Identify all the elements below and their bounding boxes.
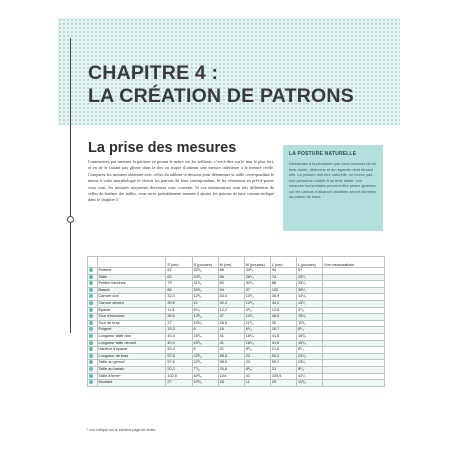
row-marker-cell: [88, 314, 98, 321]
measurement-value-cell: 37: [218, 314, 244, 321]
measurement-value-cell: 41: [218, 333, 244, 340]
table-row: [88, 347, 385, 354]
measurement-name-cell: Taille à terre*: [97, 373, 166, 380]
table-row: [88, 340, 385, 347]
measurement-value-cell: 82: [166, 268, 192, 275]
bullet-dot-icon: [89, 301, 93, 305]
your-measurement-cell[interactable]: [323, 300, 385, 307]
measurement-value-cell: 58,5: [218, 360, 244, 367]
measurement-value-cell: 104: [218, 373, 244, 380]
measurement-value-cell: 23: [244, 353, 270, 360]
measurement-value-cell: 74: [270, 274, 296, 281]
measurement-value-cell: 16³/₈: [297, 340, 323, 347]
table-header-cell: L (cm): [270, 257, 296, 268]
measurement-value-cell: 31¹/₄: [192, 281, 218, 288]
table-header-cell: M (cm): [218, 257, 244, 268]
chapter-title-line2: LA CRÉATION DE PATRONS: [88, 85, 354, 107]
measurement-value-cell: 12,2: [218, 307, 244, 314]
your-measurement-cell[interactable]: [323, 320, 385, 327]
bullet-dot-icon: [89, 354, 93, 358]
bullet-dot-icon: [89, 308, 93, 312]
measurement-value-cell: 10⁵/₈: [192, 320, 218, 327]
row-marker-cell: [88, 366, 98, 373]
your-measurement-cell[interactable]: [323, 307, 385, 314]
your-measurement-cell[interactable]: [323, 360, 385, 367]
measurement-name-cell: Petites hanches: [97, 281, 166, 288]
measurement-value-cell: 16³/₈: [297, 333, 323, 340]
measurement-value-cell: 8¹/₈: [244, 366, 270, 373]
measurement-value-cell: 6¹/₄: [244, 327, 270, 334]
measurement-value-cell: 37: [244, 287, 270, 294]
measurement-value-cell: 28,5: [218, 320, 244, 327]
your-measurement-cell[interactable]: [323, 287, 385, 294]
table-row: [88, 366, 385, 373]
your-measurement-cell[interactable]: [323, 380, 385, 387]
table-row: [88, 314, 385, 321]
table-header-cell: L (pouces): [297, 257, 323, 268]
measurement-value-cell: 34¹/₂: [244, 268, 270, 275]
table-row: [88, 287, 385, 294]
measurement-value-cell: 6¹/₂: [297, 327, 323, 334]
measurement-value-cell: 16: [218, 327, 244, 334]
chapter-header-band: [58, 18, 400, 125]
measurement-name-cell: Hauteur d’épaule: [97, 347, 166, 354]
measurement-value-cell: 39¹/₂: [297, 287, 323, 294]
measurement-value-cell: 20,4: [166, 347, 192, 354]
measurement-value-cell: 8: [192, 347, 218, 354]
measurement-value-cell: 16¹/₈: [244, 340, 270, 347]
measurement-name-cell: Montant: [97, 380, 166, 387]
posture-sidebar: [283, 145, 383, 231]
measurement-name-cell: Taille au bassin: [97, 366, 166, 373]
measurement-value-cell: 80: [218, 281, 244, 288]
bullet-dot-icon: [89, 367, 93, 371]
measurement-value-cell: 37: [297, 268, 323, 275]
side-rule-marker: [67, 216, 74, 223]
row-marker-cell: [88, 380, 98, 387]
measurement-value-cell: 94: [218, 287, 244, 294]
measurement-value-cell: 66: [218, 274, 244, 281]
measurement-value-cell: 86: [270, 281, 296, 288]
row-marker-cell: [88, 268, 98, 275]
your-measurement-cell[interactable]: [323, 294, 385, 301]
measurement-value-cell: 41,6: [270, 340, 296, 347]
measurement-value-cell: 29¹/₂: [297, 274, 323, 281]
table-header-row: [88, 257, 385, 268]
measurement-value-cell: 41¹/₂: [297, 373, 323, 380]
measurement-value-cell: 28: [218, 380, 244, 387]
table-row: [88, 268, 385, 275]
measurement-value-cell: 30,6: [166, 300, 192, 307]
measurement-value-cell: 11: [244, 380, 270, 387]
bullet-dot-icon: [89, 314, 93, 318]
row-marker-cell: [88, 333, 98, 340]
row-marker-cell: [88, 353, 98, 360]
measurement-value-cell: 58,5: [218, 353, 244, 360]
measurement-value-cell: 11,8: [166, 307, 192, 314]
measurement-value-cell: 23: [244, 360, 270, 367]
measurement-value-cell: 20,2: [166, 366, 192, 373]
bullet-dot-icon: [89, 321, 93, 325]
measurement-value-cell: 38,5: [270, 314, 296, 321]
measurement-value-cell: 35,5: [166, 314, 192, 321]
sidebar-text: Demandez à la personne que vous mesurez de se tenir droite, détendue et de regarder droit devant elle. La posture doit être naturelle, ne forcez pas une personne voûtée à se tenir droite. Les mesures horizontales peuvent être prises ajustées car les valeurs d’aisance variables seront données au patron de base.: [289, 161, 377, 199]
measurement-value-cell: 10⁵/₈: [192, 380, 218, 387]
measurement-value-cell: 57,6: [166, 360, 192, 367]
row-marker-cell: [88, 300, 98, 307]
measurement-value-cell: 40,4: [166, 333, 192, 340]
measurement-value-cell: 12: [192, 300, 218, 307]
measurement-value-cell: 16,7: [270, 327, 296, 334]
measurement-value-cell: 34¹/₂: [192, 287, 218, 294]
table-row: [88, 320, 385, 327]
bullet-dot-icon: [89, 347, 93, 351]
measurement-value-cell: 15⁷/₈: [192, 340, 218, 347]
measurement-value-cell: 105,5: [270, 373, 296, 380]
measurement-value-cell: 40,4: [166, 340, 192, 347]
measurement-name-cell: Poignet: [97, 327, 166, 334]
your-measurement-cell[interactable]: [323, 347, 385, 354]
measurement-value-cell: 12³/₄: [244, 300, 270, 307]
measurement-value-cell: 94: [270, 268, 296, 275]
measurement-value-cell: 59,2: [270, 353, 296, 360]
row-marker-cell: [88, 287, 98, 294]
measurement-value-cell: 13¹/₂: [244, 294, 270, 301]
measurement-value-cell: 59,2: [270, 360, 296, 367]
measurement-value-cell: 8¹/₂: [297, 347, 323, 354]
your-measurement-cell[interactable]: [323, 274, 385, 281]
measurement-value-cell: 32,4: [218, 300, 244, 307]
measurement-value-cell: 12,6: [270, 307, 296, 314]
side-rule-divider: [70, 38, 71, 333]
bullet-dot-icon: [89, 294, 93, 298]
bullet-dot-icon: [89, 268, 93, 272]
measurement-value-cell: 41,6: [270, 333, 296, 340]
measurement-value-cell: 32¹/₄: [192, 268, 218, 275]
row-marker-cell: [88, 340, 98, 347]
measurement-value-cell: 86: [166, 287, 192, 294]
your-measurement-cell[interactable]: [323, 314, 385, 321]
measurement-value-cell: 33¹/₄: [297, 281, 323, 288]
row-marker-cell: [88, 373, 98, 380]
your-measurement-cell[interactable]: [323, 268, 385, 275]
measurement-value-cell: 41: [244, 373, 270, 380]
bullet-dot-icon: [89, 380, 93, 384]
body-paragraph: Commencez par mesurer la poitrine en posant le mètre sur les seillants, c’est-à-dire sur le tour le plus fort, et en ne le faisant pas glisser dans le dos ou risque d’obtenir une mesure inférieure à la mesure réelle. Comparez les mesures obtenues avec celles du tableau ci-dessous pour déterminer la taille correspondant le mieux à votre morphologie et choisir les patrons de base correspondant. Si les vêtements en prêt-à-porter vous vont, les mesures moyennes devraient vous convenir. Si vos mensurations sont très différentes de celles du barème des tailles, vous serez probablement amenée à ajuster les patrons de base comme indiqué dans le chapitre 5.: [88, 159, 274, 203]
row-marker-cell: [88, 274, 98, 281]
measurement-value-cell: 79: [166, 281, 192, 288]
measurement-value-cell: 62: [166, 274, 192, 281]
table-header-cell: M (pouces): [244, 257, 270, 268]
bullet-dot-icon: [89, 327, 93, 331]
table-row: [88, 353, 385, 360]
table-row: [88, 294, 385, 301]
book-page: [58, 18, 400, 446]
measurement-value-cell: 30: [270, 320, 296, 327]
measurement-name-cell: Longueur de bras: [97, 353, 166, 360]
table-body: [88, 268, 385, 387]
measurement-value-cell: 40³/₈: [192, 373, 218, 380]
measurement-value-cell: 34,4: [218, 294, 244, 301]
bullet-dot-icon: [89, 281, 93, 285]
measurement-name-cell: Longueur taille dos: [97, 333, 166, 340]
bullet-dot-icon: [89, 288, 93, 292]
chapter-title-line1: CHAPITRE 4 :: [88, 62, 219, 84]
measurement-name-cell: Carrure devant: [97, 300, 166, 307]
measurements-table: [87, 256, 385, 387]
measurement-value-cell: 86: [218, 268, 244, 275]
bullet-dot-icon: [89, 275, 93, 279]
measurement-value-cell: 29: [270, 380, 296, 387]
measurement-name-cell: Tour de bras: [97, 320, 166, 327]
table-row: [88, 360, 385, 367]
measurement-value-cell: 11³/₈: [297, 380, 323, 387]
measurement-value-cell: 23¹/₄: [297, 353, 323, 360]
measurement-value-cell: 13³/₄: [192, 314, 218, 321]
measurement-name-cell: Épaule: [97, 307, 166, 314]
table-header-cell: S (cm): [166, 257, 192, 268]
measurement-value-cell: 11¹/₄: [244, 320, 270, 327]
measurement-value-cell: 27: [166, 320, 192, 327]
table-row: [88, 333, 385, 340]
measurement-value-cell: 21: [270, 366, 296, 373]
your-measurement-cell[interactable]: [323, 333, 385, 340]
measurement-value-cell: 21: [218, 347, 244, 354]
measurement-value-cell: 41: [218, 340, 244, 347]
your-measurement-cell[interactable]: [323, 373, 385, 380]
measurement-value-cell: 23¹/₄: [297, 360, 323, 367]
measurement-value-cell: 13¹/₂: [297, 300, 323, 307]
row-marker-cell: [88, 307, 98, 314]
table-row: [88, 281, 385, 288]
row-marker-cell: [88, 347, 98, 354]
chapter-title: [88, 62, 388, 108]
table-header-cell: Vos mensurations: [323, 257, 385, 268]
table-row: [88, 274, 385, 281]
your-measurement-cell[interactable]: [323, 327, 385, 334]
measurement-name-cell: Carrure dos: [97, 294, 166, 301]
your-measurement-cell[interactable]: [323, 340, 385, 347]
measurement-value-cell: 15,3: [166, 327, 192, 334]
measurement-value-cell: 21,6: [270, 347, 296, 354]
measurement-value-cell: 22³/₄: [192, 360, 218, 367]
bullet-dot-icon: [89, 374, 93, 378]
measurement-name-cell: Bassin: [97, 287, 166, 294]
measurement-value-cell: 31¹/₂: [244, 281, 270, 288]
measurement-value-cell: 4⁵/₈: [192, 307, 218, 314]
measurement-value-cell: 32,0: [166, 294, 192, 301]
measurement-value-cell: 8¹/₄: [244, 347, 270, 354]
measurement-value-cell: 14¹/₂: [244, 314, 270, 321]
measurement-value-cell: 24¹/₂: [192, 274, 218, 281]
measurement-value-cell: 7⁷/₈: [192, 366, 218, 373]
measurement-value-cell: 100: [270, 287, 296, 294]
your-measurement-cell[interactable]: [323, 281, 385, 288]
measurement-value-cell: 6: [192, 327, 218, 334]
table-footnote: * non indiqué sur le schéma page de droite: [87, 428, 156, 432]
row-marker-cell: [88, 327, 98, 334]
table-header-cell: S (pouces): [192, 257, 218, 268]
your-measurement-cell[interactable]: [323, 353, 385, 360]
measurement-value-cell: 12¹/₂: [192, 294, 218, 301]
measurement-value-cell: 22³/₄: [192, 353, 218, 360]
measurement-value-cell: 15⁷/₈: [192, 333, 218, 340]
measurement-name-cell: Tour d’encolure: [97, 314, 166, 321]
row-marker-cell: [88, 281, 98, 288]
section-title: La prise des mesures: [88, 140, 237, 156]
measurement-value-cell: 20,6: [218, 366, 244, 373]
measurement-value-cell: 4⁷/₈: [297, 307, 323, 314]
measurement-value-cell: 57,8: [166, 353, 192, 360]
row-marker-cell: [88, 360, 98, 367]
measurement-value-cell: 26¹/₂: [244, 274, 270, 281]
measurement-value-cell: 35,9: [270, 294, 296, 301]
bullet-dot-icon: [89, 341, 93, 345]
measurement-value-cell: 15¹/₈: [297, 314, 323, 321]
table-row: [88, 380, 385, 387]
row-marker-cell: [88, 294, 98, 301]
measurement-value-cell: 11³/₄: [297, 320, 323, 327]
bullet-dot-icon: [89, 360, 93, 364]
measurement-value-cell: 16¹/₈: [244, 333, 270, 340]
table-row: [88, 373, 385, 380]
table-header-cell: [88, 257, 98, 268]
measurement-value-cell: 8¹/₄: [297, 366, 323, 373]
sidebar-title: LA POSTURE NATURELLE: [289, 151, 357, 157]
measurement-name-cell: Longueur taille devant: [97, 340, 166, 347]
table-row: [88, 307, 385, 314]
measurement-value-cell: 102,5: [166, 373, 192, 380]
bullet-dot-icon: [89, 334, 93, 338]
measurement-value-cell: 4³/₄: [244, 307, 270, 314]
table-row: [88, 300, 385, 307]
measurement-name-cell: Poitrine: [97, 268, 166, 275]
measurement-name-cell: Taille au genou*: [97, 360, 166, 367]
measurement-value-cell: 27: [166, 380, 192, 387]
table-header-cell: [97, 257, 166, 268]
your-measurement-cell[interactable]: [323, 366, 385, 373]
measurement-name-cell: Taille: [97, 274, 166, 281]
table-row: [88, 327, 385, 334]
row-marker-cell: [88, 320, 98, 327]
measurement-value-cell: 34,2: [270, 300, 296, 307]
measurement-value-cell: 14¹/₈: [297, 294, 323, 301]
